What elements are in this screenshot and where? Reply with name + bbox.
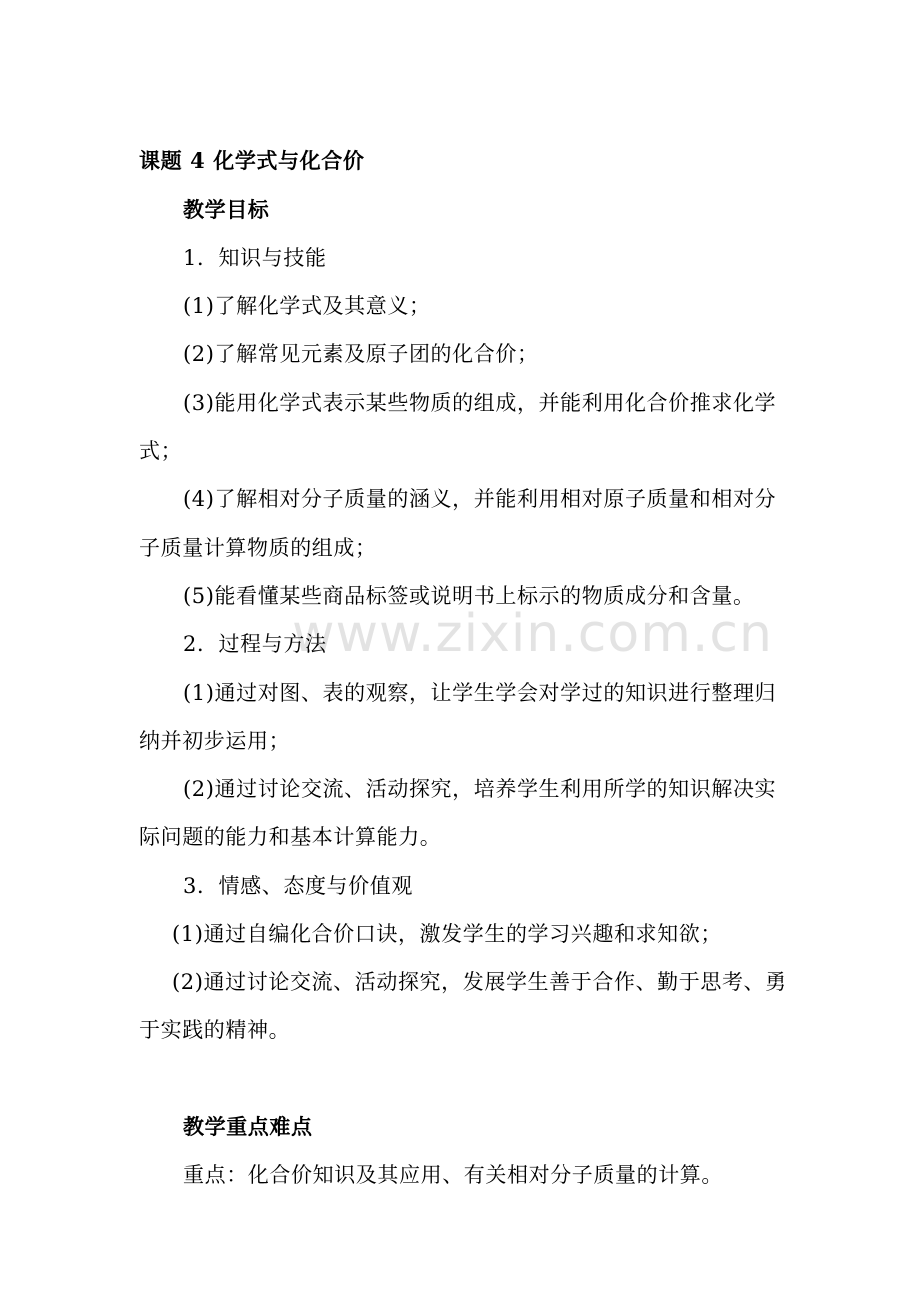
watermark: www.zixin.com.cn [292,604,773,664]
section-heading-key-points: 教学重点难点 [183,1114,313,1139]
process-item-2: (2)通过讨论交流、活动探究，培养学生利用所学的知识解决实 [183,777,777,801]
process-item-1: (1)通过对图、表的观察，让学生学会对学过的知识进行整理归 [183,681,777,705]
subheading-process: 2．过程与方法 [183,632,327,656]
section-heading-objectives: 教学目标 [183,197,270,222]
emotion-item-1: (1)通过自编化合价口诀，激发学生的学习兴趣和求知欲； [172,922,722,946]
knowledge-item-1: (1)了解化学式及其意义； [183,294,431,318]
key-point-text: 重点：化合价知识及其应用、有关相对分子质量的计算。 [183,1163,723,1187]
emotion-item-2-cont: 于实践的精神。 [139,1018,291,1042]
knowledge-item-2: (2)了解常见元素及原子团的化合价； [183,342,539,366]
knowledge-item-5: (5)能看懂某些商品标签或说明书上标示的物质成分和含量。 [183,584,755,608]
document-title: 课题 4 化学式与化合价 [139,148,365,173]
knowledge-item-4-cont: 子质量计算物质的组成； [139,536,377,560]
emotion-item-2: (2)通过讨论交流、活动探究，发展学生善于合作、勤于思考、勇 [172,970,787,994]
knowledge-item-3: (3)能用化学式表示某些物质的组成，并能利用化合价推求化学 [183,391,777,415]
process-item-1-cont: 纳并初步运用； [139,729,291,753]
knowledge-item-3-cont: 式； [139,439,183,463]
knowledge-item-4: (4)了解相对分子质量的涵义，并能利用相对原子质量和相对分 [183,487,777,511]
subheading-emotion: 3．情感、态度与价值观 [183,874,413,898]
process-item-2-cont: 际问题的能力和基本计算能力。 [139,825,442,849]
subheading-knowledge: 1．知识与技能 [183,246,327,270]
